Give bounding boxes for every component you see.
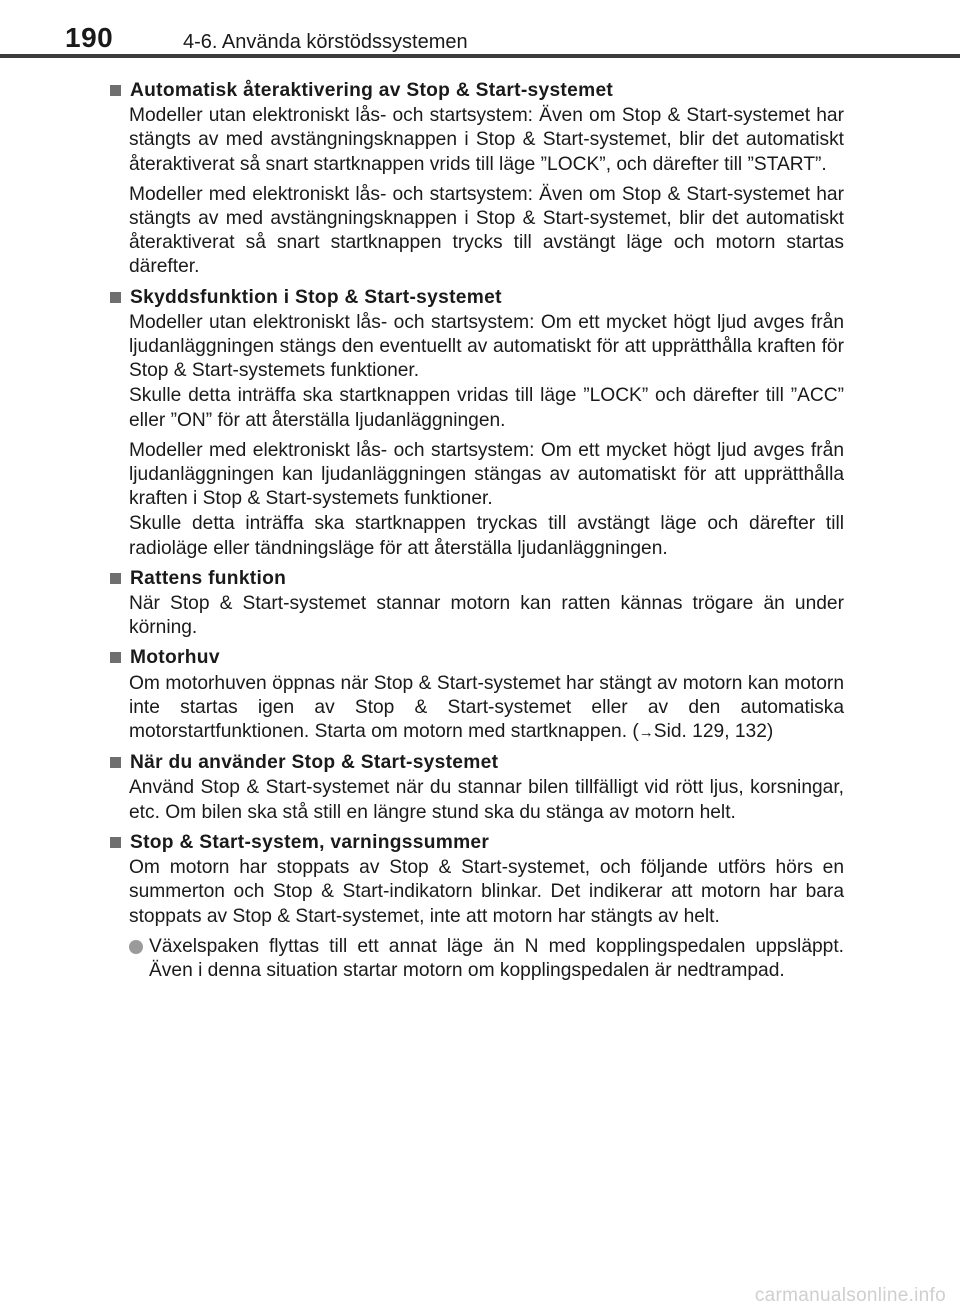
paragraph: När Stop & Start-systemet stannar motorn kan ratten kännas trögare än under körning. xyxy=(129,593,844,639)
circle-bullet-icon xyxy=(129,940,143,954)
watermark: carmanualsonline.info xyxy=(754,1285,946,1306)
heading-varningssummer: Stop & Start-system, varningssummer xyxy=(108,831,844,855)
section-title: 4-6. Använda körstödssystemen xyxy=(183,31,468,53)
heading-automatisk-ateraktivering: Automatisk återaktivering av Stop & Start-systemet xyxy=(108,79,844,103)
heading-motorhuv: Motorhuv xyxy=(108,646,844,670)
square-bullet-icon xyxy=(110,292,121,303)
paragraph: Använd Stop & Start-systemet när du stannar bilen tillfälligt vid rött ljus, korsningar, etc. Om bilen ska stå still en längre stund ska du stänga av motorn helt. xyxy=(129,777,844,823)
page-number: 190 xyxy=(65,22,114,53)
page-header xyxy=(0,0,960,52)
paragraph: Modeller med elektroniskt lås- och startsystem: Även om Stop & Start-systemet har stängts av med avstängningsknappen i Stop & Start-systemet, blir det automatiskt återaktiverat så snart startknappen trycks till avstängt läge och motorn startas därefter. xyxy=(129,183,844,278)
page-reference-link[interactable]: Sid. 129, 132) xyxy=(653,721,774,743)
heading-rattens-funktion: Rattens funktion xyxy=(108,567,844,591)
square-bullet-icon xyxy=(110,837,121,848)
paragraph: Modeller med elektroniskt lås- och startsystem: Om ett mycket högt ljud avges från ljudanläggningen kan ljudanläggningen stängas av automatiskt för att upprätthålla kraften i Stop & Start-systemets funktioner. xyxy=(129,439,844,510)
paragraph: Skulle detta inträffa ska startknappen vridas till läge ”LOCK” och därefter till ”ACC” eller ”ON” för att återställa ljudanläggningen. xyxy=(129,385,844,431)
square-bullet-icon xyxy=(110,573,121,584)
paragraph: Skulle detta inträffa ska startknappen tryckas till avstängt läge och därefter till radioläge eller tändningsläge för att återställa ljudanläggningen. xyxy=(129,513,844,559)
square-bullet-icon xyxy=(110,652,121,663)
paragraph: Modeller utan elektroniskt lås- och startsystem: Om ett mycket högt ljud avges från ljudanläggningen stängs den eventuellt av automatiskt för att upprätthålla kraften för Stop & Start-systemets funktioner. xyxy=(129,311,844,382)
square-bullet-icon xyxy=(110,757,121,768)
list-item: Växelspaken flyttas till ett annat läge än N med kopplingspedalen uppsläppt. Även i denna situation startar motorn om kopplingspedalen är nedtrampad. xyxy=(129,935,844,983)
heading-nar-du-anvander: När du använder Stop & Start-systemet xyxy=(108,751,844,775)
paragraph: Modeller utan elektroniskt lås- och startsystem: Även om Stop & Start-systemet har stängts av med avstängningsknappen i Stop & Start-systemet, blir det automatiskt återaktiverat så snart startknappen vrids till läge ”LOCK”, och därefter till ”START”. xyxy=(129,105,844,175)
arrow-right-icon: → xyxy=(638,724,654,742)
paragraph: Om motorn har stoppats av Stop & Start-systemet, och följande utförs hörs en summerton och Stop & Start-indikatorn blinkar. Det indikerar att motorn har bara stoppats av Stop & Start-systemet, inte att motorn har stängts av helt. xyxy=(129,857,844,927)
square-bullet-icon xyxy=(110,85,121,96)
paragraph: Om motorhuven öppnas när Stop & Start-systemet har stängt av motorn kan motorn inte startas igen av Stop & Start-systemet eller av den automatiska motorstartfunktionen. Starta om motorn med startknappen. (→Sid. 129, 132) xyxy=(129,672,844,743)
page-content xyxy=(108,73,844,983)
header-divider xyxy=(0,54,960,58)
heading-skyddsfunktion: Skyddsfunktion i Stop & Start-systemet xyxy=(108,286,844,310)
